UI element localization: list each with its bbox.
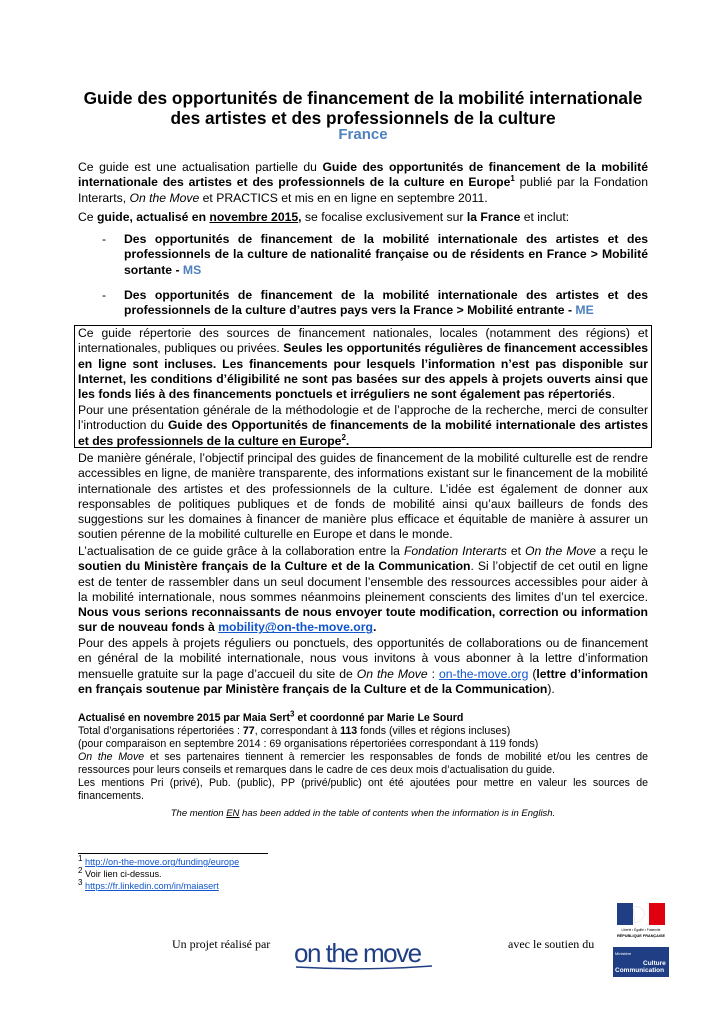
- footnote-link[interactable]: https://fr.linkedin.com/in/maiasert: [85, 881, 219, 891]
- footnote-ref: 1: [510, 174, 515, 184]
- text-line: [78, 751, 648, 764]
- text: financements.: [78, 790, 144, 802]
- text: Fondation Interarts: [403, 544, 507, 558]
- document-title: [78, 88, 648, 128]
- text: en français soutenue par Ministère français de la Culture et de la Communication: [78, 681, 548, 696]
- scope-paragraph: [78, 210, 648, 225]
- text: est de tenter de rassembler dans un seul document l’ensemble des ressources accessibles pour aider à: [78, 574, 648, 589]
- footnote-number: 1: [78, 853, 83, 863]
- text: (pour comparaison en septembre 2014 : 69 organisations répertoriées correspondant à 119 fonds): [78, 738, 539, 750]
- text-line: [78, 418, 648, 433]
- footnote-number: 3: [78, 877, 83, 887]
- text: , correspondant à: [254, 725, 341, 737]
- text: Seules les opportunités régulières de financement accessibles: [283, 341, 648, 356]
- footnote-ref: 2: [341, 432, 346, 442]
- text: Ce guide est une actualisation partielle du: [78, 160, 323, 174]
- text: soutien du Ministère français de la Culture et de la Communication: [78, 559, 471, 574]
- text: lettre d’information: [536, 666, 648, 681]
- text: la mobilité internationale, nous sommes néanmoins pleinement conscients des limites d’un tel exercice.: [78, 589, 648, 604]
- footnote-divider: [78, 853, 268, 854]
- text: ).: [547, 681, 555, 696]
- text: Internet, les conditions d’éligibilité ne sont pas basées sur des appels à projets ouverts ainsi que: [78, 371, 648, 386]
- text: mensuelle gratuite sur la page d’accueil du site de: [78, 666, 357, 681]
- text: sur de nouveau fonds à: [78, 620, 219, 635]
- text: les fonds liés à des financements ponctuels et irréguliers ne sont également pas répertoriés: [78, 387, 612, 402]
- text: la France: [466, 210, 521, 224]
- cc-line-1: Culture: [643, 960, 666, 967]
- footnote-2: [78, 865, 162, 880]
- english-note: [78, 806, 648, 821]
- guide-title: Guide des opportunités de financement de la mobilité: [322, 160, 649, 174]
- mobility-tag: MS: [182, 262, 202, 277]
- footnote-ref: 3: [289, 709, 295, 719]
- text-line: [78, 725, 510, 737]
- objective-paragraph: [78, 451, 648, 543]
- text: On the Move: [129, 190, 200, 205]
- list-bullet: -: [102, 232, 107, 246]
- text: .: [345, 433, 350, 448]
- cc-small: Ministère: [615, 951, 632, 956]
- newsletter-paragraph: [78, 636, 648, 697]
- text: et: [506, 544, 526, 558]
- intro-paragraph: [78, 160, 648, 206]
- text: Les mentions Pri (privé), Pub. (public), PP (privé/public) ont été ajoutées pour mettre en valeur les sources de: [78, 777, 648, 789]
- text: fonds (villes et régions incluses): [357, 725, 511, 737]
- document-subtitle: France: [338, 126, 388, 143]
- guide-title: internationale des artistes et des professionnels de la culture en Europe: [78, 175, 511, 190]
- text-line: [124, 263, 201, 277]
- footnote-number: 2: [78, 865, 83, 875]
- text: et ses partenaires tiennent à remercier les responsables de fonds de mobilité et/ou les centres de: [144, 751, 648, 763]
- text-line: [78, 387, 615, 401]
- cc-line-2: Communication: [615, 967, 665, 974]
- text: Interarts,: [78, 190, 130, 205]
- list-item-text: [124, 288, 648, 319]
- text-line: [78, 341, 648, 356]
- text: Pour des appels à projets réguliers ou ponctuels, des opportunités de collaborations ou de financement: [78, 636, 648, 650]
- rf-motto: Liberté • Égalité • Fraternité: [621, 928, 661, 932]
- text: The mention: [170, 808, 227, 819]
- text: Nous vous serions reconnaissants de nous envoyer toute modification, correction ou information: [78, 605, 648, 620]
- count: 77: [242, 725, 255, 737]
- text: ,: [298, 210, 302, 224]
- text: et PRACTICS et mis en en ligne en septembre 2011.: [199, 190, 488, 205]
- logo-text: on the move: [294, 938, 421, 968]
- footnote-1: [78, 853, 240, 868]
- text: Actualisé en novembre 2015 par Maia Sert: [78, 712, 290, 724]
- update-paragraph: [78, 544, 648, 636]
- intro-line: [78, 175, 648, 190]
- intro-line: [78, 160, 648, 175]
- text: Ce: [78, 210, 97, 224]
- text-line: [78, 544, 648, 559]
- credits-block: [78, 709, 648, 803]
- text: ressources pour leurs conseils et remarques dans le cadre de ces deux mois d’actualisation du guide.: [78, 764, 555, 776]
- text: On the Move: [78, 751, 145, 763]
- date: novembre 2015: [209, 210, 299, 224]
- text: guide, actualisé en: [96, 210, 210, 224]
- text: et des professionnels de la culture en Europe: [78, 433, 342, 448]
- info-box-paragraph-2: [78, 403, 648, 449]
- text-line: [78, 682, 555, 696]
- text: soutien pérenne de la mobilité culturelle en Europe et dans le monde.: [78, 527, 453, 542]
- republique-francaise-logo: [613, 903, 669, 941]
- text: De manière générale, l’objectif principal des guides de financement de la mobilité culturelle est de rendre: [78, 451, 648, 465]
- ministere-culture-logo: [613, 947, 669, 977]
- text: Ce guide répertorie des sources de financement nationales, locales (notamment des régions) et: [78, 326, 648, 340]
- text: Total d’organisations répertoriées :: [78, 725, 243, 737]
- title-line-1: Guide des opportunités de financement de la mobilité internationale: [83, 88, 643, 108]
- text: . Si l’objectif de cet outil en ligne: [470, 559, 649, 574]
- email-link[interactable]: mobility@on-the-move.org: [218, 620, 373, 635]
- footer-project-label: Un projet réalisé par: [172, 937, 271, 951]
- text: internationales, publiques ou privées.: [78, 341, 284, 356]
- text: en ligne sont incluses. Les financements pour lesquels l’information n’est pas disponible sur: [78, 356, 648, 371]
- text: Des opportunités de financement de la mobilité internationale des artistes et des: [124, 288, 648, 302]
- text: .: [611, 387, 616, 402]
- info-box-paragraph-1: [78, 326, 648, 402]
- footnote-text: Voir lien ci-dessus.: [85, 869, 162, 879]
- text: (: [528, 666, 537, 681]
- text: l’introduction du: [78, 418, 168, 433]
- text: :: [427, 666, 439, 681]
- text: On the Move: [525, 544, 597, 558]
- text: Guide des Opportunités de financements de la mobilité internationale des artistes: [167, 418, 648, 433]
- text: sortante -: [124, 262, 183, 277]
- flag-red: [649, 903, 665, 925]
- text: et coordonné par Marie Le Sourd: [294, 712, 464, 724]
- text: On the Move: [356, 666, 428, 681]
- text: internationale des artistes et des professionnels de la culture. L’idée est également de donner aux: [78, 481, 648, 496]
- count: 113: [340, 725, 358, 737]
- title-line-2: des artistes et des professionnels de la culture: [170, 108, 556, 128]
- on-the-move-logo: [294, 936, 434, 972]
- text: accessibles en ligne, de manière transparente, des informations existant sur le financement de la mobilité: [78, 466, 648, 481]
- footnote-link[interactable]: http://on-the-move.org/funding/europe: [85, 857, 240, 867]
- text: a reçu le: [596, 544, 649, 558]
- text: suggestions sur les domaines à financer de manière plus efficace et équitable de manière à assurer un: [78, 512, 648, 527]
- list-bullet: -: [102, 288, 107, 302]
- text-line: [78, 709, 464, 724]
- text: responsables de politiques publiques et de fonds de mobilité ainsi qu’aux bailleurs de fonds des: [78, 496, 648, 511]
- text: se focalise exclusivement sur: [301, 210, 467, 224]
- text-line: [78, 620, 376, 634]
- text: .: [372, 620, 377, 635]
- text: professionnels de la culture d’autres pays vers la France > Mobilité entrante -: [124, 303, 576, 318]
- text: publié par la Fondation: [514, 175, 648, 190]
- text: Des opportunités de financement de la mobilité internationale des artistes et des: [124, 232, 648, 246]
- intro-line: [78, 191, 488, 205]
- list-item-text: [124, 232, 648, 278]
- website-link[interactable]: on-the-move.org: [438, 666, 529, 681]
- text-line: [124, 303, 594, 317]
- text: L’actualisation de ce guide grâce à la collaboration entre la: [78, 544, 404, 558]
- flag-blue: [617, 903, 633, 925]
- text: EN: [226, 808, 240, 819]
- footer-support-label: avec le soutien du: [508, 937, 595, 951]
- text-line: [78, 559, 648, 574]
- mobility-tag: ME: [575, 303, 594, 318]
- text: en général de la mobilité internationale, nous vous invitons à vous abonner à la lettre d’information: [78, 651, 648, 666]
- text: has been added in the table of contents when the information is in English.: [239, 808, 556, 819]
- text: Pour une présentation générale de la méthodologie et de l’approche de la recherche, merci de consulter: [78, 403, 648, 417]
- text-line: [78, 667, 648, 682]
- footnote-3: [78, 877, 219, 892]
- text-line: [78, 434, 349, 448]
- rf-name: RÉPUBLIQUE FRANÇAISE: [616, 934, 666, 938]
- text: professionnels de la culture de nationalité française ou de résidents en France > Mobilité: [124, 247, 648, 262]
- text: et inclut:: [520, 210, 570, 224]
